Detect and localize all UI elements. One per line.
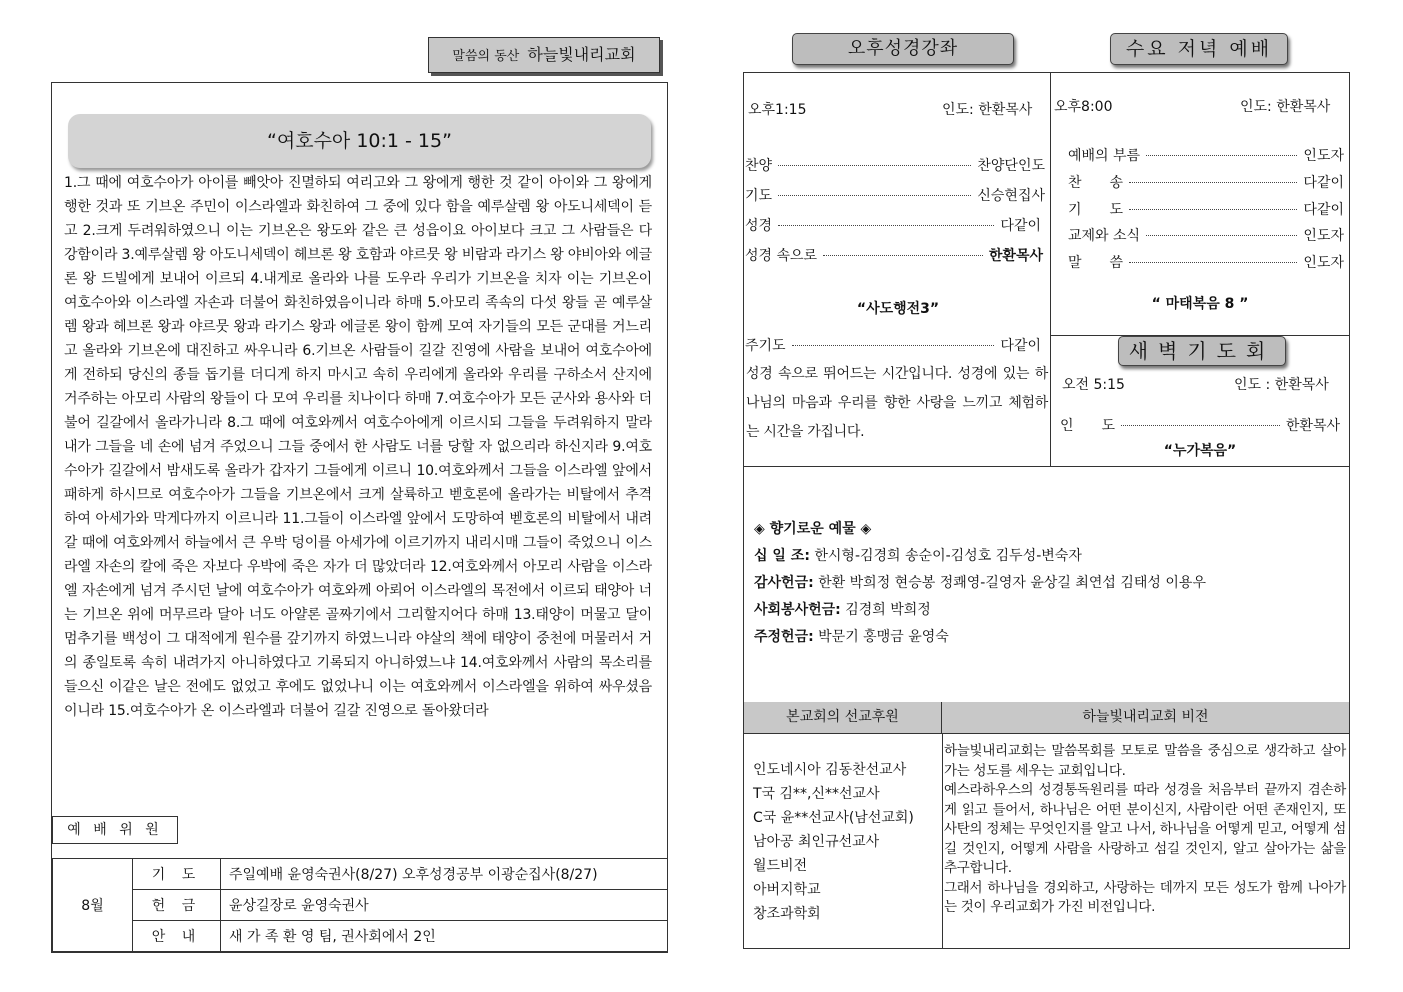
- order-label: 말 씀: [1068, 255, 1124, 271]
- offering-row: [754, 543, 1344, 570]
- duty-role: 헌 금: [133, 890, 221, 921]
- dawn-topic: “누가복음”: [1163, 443, 1237, 459]
- offering-row: [754, 597, 1344, 624]
- order-value: 다같이: [1303, 175, 1344, 191]
- order-value: 찬양단인도: [977, 158, 1045, 174]
- order-value: 한환목사: [988, 248, 1043, 264]
- afternoon-leader: 인도: 한환목사: [942, 102, 1033, 118]
- offering-names: 한환 박희정 현승봉 정쾌영-길영자 윤상길 최연섭 김태성 이용우: [813, 575, 1206, 591]
- order-value: 한환목사: [1285, 418, 1340, 434]
- leader-dots: [778, 165, 971, 166]
- order-label: 성경 속으로: [745, 248, 818, 264]
- order-item: [745, 155, 1045, 175]
- order-item: [745, 215, 1041, 235]
- scripture-body: 1.그 때에 여호수아가 아이를 빼앗아 진멸하되 여리고와 그 왕에게 행한 것 같이 아이와 그 왕에게 행한 것과 또 기브온 주민이 이스라엘과 화친하여 그 중에 있다 함을 예루살렘 왕 아도니세덱이 듣고 2.크게 두려워하였으니 이는 기브온은 왕도와 같은 큰 성읍이요 아이보다 크고 그 사람들은 다 강함이라 3.예루살렘 왕 아도니세덱이 헤브론 왕 호함과 야르뭇 왕 비람과 라기스 왕 야비아와 에글론 왕 드빌에게 보내어 이르되 4.내게로 올라와 나를 도우라 우리가 기브온을 치자 이는 기브온이 여호수아와 이스라엘 자손과 더불어 화친하였음이니라 하매 5.아모리 족속의 다섯 왕들 곧 예루살렘 왕과 헤브론 왕과 야르뭇 왕과 라기스 왕과 에글론 왕이 함께 모여 자기들의 모든 군대를 거느리고 올라와 기브온에 대진하고 싸우니라 6.기브온 사람들이 길갈 진영에 사람을 보내어 여호수아에게 전하되 당신의 종들 돕기를 더디게 하지 마시고 속히 우리에게 올라와 우리를 구하소서 산지에 거주하는 아모리 사람의 왕들이 다 모여 우리를 치나이다 하매 7.여호수아가 모든 군사와 용사와 더불어 길갈에서 올라가니라 8.그 때에 여호와께서 여호수아에게 이르시되 그들을 두려워하지 말라 내가 그들을 네 손에 넘겨 주었으니 그들 중에서 한 사람도 너를 당할 자 없으리라 하신지라 9.여호수아가 길갈에서 밤새도록 올라가 갑자기 그들에게 이르니 10.여호와께서 그들을 이스라엘 앞에서 패하게 하시므로 여호수아가 그들을 기브온에서 크게 살륙하고 벧호론에 올라가는 비탈에서 추격하여 아세가와 막게다까지 이르니라 11.그들이 이스라엘 앞에서 도망하여 벧호론의 비탈에서 내려갈 때에 여호와께서 하늘에서 큰 우박 덩이를 아세가에 이르기까지 내리시매 그들이 죽었으니 이스라엘 자손의 칼에 죽은 자보다 우박에 죽은 자가 더 많았더라 12.여호와께서 아모리 사람을 이스라엘 자손에게 넘겨 주시던 날에 여호수아가 여호와께 아뢰어 이스라엘의 목전에서 이르되 태양아 너는 기브온 위에 머무르라 달아 너도 아얄론 골짜기에서 그리할지어다 하매 13.태양이 머물고 달이 멈추기를 백성이 그 대적에게 원수를 갚기까지 하였느니라 야살의 책에 태양이 중천에 머물러서 거의 종일토록 속히 내려가지 아니하였다고 기록되지 아니하였느냐 14.여호와께서 사람의 목소리를 들으신 이같은 날은 전에도 없었고 후에도 없었나니 이는 여호와께서 이스라엘을 위하여 싸우셨음이니라 15.여호수아가 온 이스라엘과 더불어 길갈 진영으로 돌아왔더라: [64, 175, 653, 719]
- leader-dots: [778, 225, 994, 226]
- table-row: [53, 890, 668, 921]
- order-value: 인도자: [1303, 255, 1344, 271]
- leader-dots: [1129, 182, 1297, 183]
- worship-duty-label: 예 배 위 원: [52, 816, 178, 844]
- order-item: [1068, 172, 1344, 192]
- church-vision-heading: 하늘빛내리교회 비전: [942, 702, 1349, 734]
- order-value: 신승현집사: [977, 188, 1045, 204]
- church-name: 하늘빛내리교회: [527, 45, 636, 64]
- leader-dots: [778, 195, 971, 196]
- offering-row: [754, 570, 1344, 597]
- afternoon-description: 성경 속으로 뛰어드는 시간입니다. 성경에 있는 하나님의 마음과 우리를 향한 사랑을 느끼고 체험하는 시간을 가집니다.: [746, 366, 1048, 440]
- order-item: [745, 245, 1043, 265]
- worship-duty-table: [52, 858, 668, 952]
- offering-names: 박문기 홍맹금 윤영숙: [813, 629, 949, 645]
- dawn-leader: 인도 : 한환목사: [1234, 377, 1329, 393]
- order-label: 기도: [745, 188, 773, 204]
- list-item: C국 윤**선교사(남선교회): [753, 810, 914, 826]
- order-item: [745, 185, 1045, 205]
- duty-role: 안 내: [133, 921, 221, 952]
- offering-row: [754, 624, 1344, 651]
- offering-label: 감사헌금:: [754, 575, 814, 591]
- order-label: 기 도: [1068, 202, 1124, 218]
- order-value: 인도자: [1303, 228, 1344, 244]
- duty-assignee: 주일예배 윤영숙권사(8/27) 오후성경공부 이광순집사(8/27): [221, 859, 668, 890]
- duty-assignee: 새 가 족 환 영 팀, 권사회에서 2인: [221, 921, 668, 952]
- wednesday-topic: “ 마태복음 8 ”: [1151, 296, 1249, 312]
- order-item: [1068, 252, 1344, 272]
- list-item: 남아공 최인규선교사: [753, 834, 880, 850]
- church-motto: 말씀의 동산: [452, 49, 520, 64]
- church-name-tag: [428, 37, 660, 73]
- scripture-title: “여호수아 10:1 - 15”: [68, 114, 651, 168]
- offering-label: 십 일 조:: [754, 548, 810, 564]
- dawn-time: 오전 5:15: [1062, 377, 1125, 393]
- duty-assignee: 윤상길장로 윤영숙권사: [221, 890, 668, 921]
- order-label: 성경: [745, 218, 773, 234]
- afternoon-topic: “사도행전3”: [856, 301, 940, 317]
- section-divider: [744, 466, 1350, 467]
- offering-heading: ◈ 향기로운 예물 ◈: [754, 521, 872, 537]
- duty-role: 기 도: [133, 859, 221, 890]
- mission-support-heading: 본교회의 선교후원: [744, 702, 942, 734]
- duty-month: 8월: [53, 859, 133, 952]
- order-value: 인도자: [1303, 148, 1344, 164]
- order-label: 예배의 부름: [1068, 148, 1141, 164]
- church-vision-text: 하늘빛내리교회는 말씀목회를 모토로 말씀을 중심으로 생각하고 살아가는 성도를 세우는 교회입니다. 예스라하우스의 성경통독원리를 따라 성경을 처음부터 끝까지 겸손하게 읽고 들어서, 하나님은 어떤 분이신지, 사람이란 어떤 존재인지, 또 사탄의 정체는 무엇인지를 알고 나서, 하나님을 어떻게 믿고, 어떻게 섬길 것인지, 어떻게 사람을 사랑하고 섬길 것인지, 알고 살아가는 삶을 추구합니다. 그래서 하나님을 경외하고, 사랑하는 데까지 모든 성도가 함께 나아가는 것이 우리교회가 가진 비전입니다.: [944, 743, 1346, 915]
- order-item: [1068, 225, 1344, 245]
- dawn-prayer-title: 새벽기도회: [1118, 336, 1286, 366]
- list-item: 월드비전: [753, 858, 808, 874]
- order-label: 찬양: [745, 158, 773, 174]
- order-label: 찬 송: [1068, 175, 1124, 191]
- offering-label: 사회봉사헌금:: [754, 602, 841, 618]
- order-label: 교제와 소식: [1068, 228, 1141, 244]
- leader-dots: [823, 255, 983, 256]
- wednesday-leader: 인도: 한환목사: [1240, 99, 1331, 115]
- list-item: 인도네시아 김동찬선교사: [753, 762, 907, 778]
- leader-dots: [1146, 235, 1297, 236]
- leader-dots: [1146, 155, 1297, 156]
- list-item: 창조과학회: [753, 906, 821, 922]
- order-item: [1060, 415, 1340, 435]
- afternoon-study-title: 오후성경강좌: [792, 33, 1014, 65]
- list-item: T국 김**,신**선교사: [753, 786, 880, 802]
- column-divider: [942, 703, 943, 949]
- offering-names: 한시형-김경희 송순이-김성호 김두성-변숙자: [809, 548, 1082, 564]
- leader-dots: [792, 345, 995, 346]
- wednesday-time: 오후8:00: [1054, 99, 1113, 115]
- table-row: [53, 921, 668, 952]
- afternoon-time: 오후1:15: [748, 102, 807, 118]
- mission-support-list: [753, 758, 939, 926]
- column-divider: [1050, 73, 1051, 466]
- order-value: 다같이: [1000, 338, 1041, 354]
- order-label: 주기도: [745, 338, 786, 354]
- order-item: [745, 335, 1041, 355]
- wednesday-service-title: 수요 저녁 예배: [1110, 33, 1288, 65]
- order-item: [1068, 199, 1344, 219]
- leader-dots: [1121, 425, 1280, 426]
- list-item: 아버지학교: [753, 882, 821, 898]
- order-label: 인 도: [1060, 418, 1116, 434]
- leader-dots: [1129, 262, 1297, 263]
- order-value: 다같이: [1303, 202, 1344, 218]
- table-row: [53, 859, 668, 890]
- offering-names: 김경희 박희정: [840, 602, 931, 618]
- offering-section: [754, 516, 1344, 651]
- order-value: 다같이: [1000, 218, 1041, 234]
- offering-label: 주정헌금:: [754, 629, 814, 645]
- order-item: [1068, 145, 1344, 165]
- leader-dots: [1129, 209, 1297, 210]
